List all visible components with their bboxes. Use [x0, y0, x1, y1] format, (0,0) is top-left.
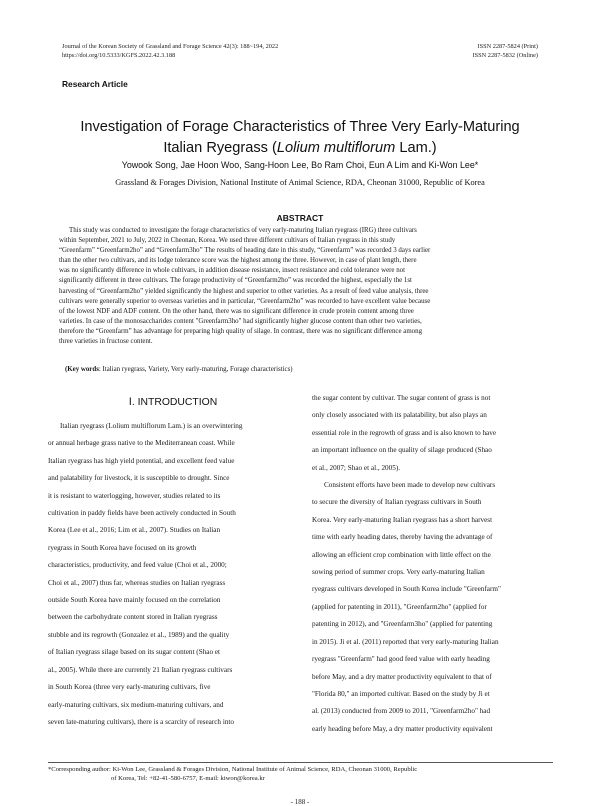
abstract-line: therefore the “Greenfarm” has advantage for preparing high quality of silage. In contrast, there was no significant difference among	[59, 327, 423, 335]
abstract-line: This study was conducted to investigate the forage characteristics of very early-maturing Italian ryegrass (IRG) three cultivars	[69, 227, 417, 234]
title-line-2-suffix: Lam.)	[395, 140, 437, 156]
right-column	[312, 390, 562, 738]
body-text-line: cultivation in paddy fields have been actively conducted in South	[48, 509, 236, 518]
abstract-line: was no significantly difference in whole cultivars, in addition disease resistance, insect resistance and cold tolerance were not	[59, 267, 406, 275]
footnote-divider	[48, 762, 553, 763]
abstract-line: cultivars were generally superior to overseas varieties and in particular, “Greenfarm2ho” was recorded to have excellent value because	[59, 297, 431, 305]
body-text-line: an important influence on the quality of silage produced (Shao	[312, 446, 492, 455]
body-text-line: outside South Korea have mainly focused on the correlation	[48, 596, 221, 605]
body-text-line: before May, and a dry matter productivity equivalent to that of	[312, 672, 492, 681]
keywords-label: (Key words	[65, 366, 99, 373]
body-text-line: Italian ryegrass (Lolium multiflorum Lam.) is an overwintering	[60, 422, 243, 430]
body-text-line: ryegrass "Greenfarm" had good feed value with early heading	[312, 655, 490, 664]
abstract-line: “Greenfarm” “Greenfarm2ho” and “Greenfarm3ho” The results of heading date in this study, “Greenfarm” was recorded 3 days earlier	[59, 247, 431, 255]
body-text-line: (applied for patenting in 2011), "Greenfarm2ho" (applied for	[312, 602, 487, 611]
title-line-2	[40, 138, 560, 159]
abstract-heading: ABSTRACT	[276, 213, 324, 223]
keywords	[65, 366, 293, 373]
body-text-line: seven late-maturing cultivars), there is a scarcity of research into	[48, 717, 234, 726]
corresponding-author-footnote	[48, 765, 553, 784]
article-type: Research Article	[62, 79, 128, 89]
body-text-line: between the carbohydrate content stored in Italian ryegrass	[48, 613, 218, 622]
body-text-line: "Florida 80," an imported cultivar. Based on the study by Ji et	[312, 689, 490, 698]
title-species-name: Lolium multiflorum	[276, 140, 396, 156]
abstract-line: varieties. In case of the monosaccharides content "Greenfarm3ho" had significantly higher glucose content than other two varieties,	[59, 317, 422, 325]
body-text-line: ryegrass in South Korea have focused on its growth	[48, 543, 197, 552]
page-number: - 188 -	[290, 798, 310, 806]
body-text-line: of Italian ryegrass silage based on its sugar content (Shao et	[48, 648, 221, 657]
footnote-line-2: of Korea, Tel: +82-41-580-6757, E-mail: kiwon@korea.kr	[111, 775, 265, 783]
journal-header-right	[473, 42, 538, 60]
body-text-line: only closely associated with its palatability, but also plays an	[312, 411, 487, 420]
abstract-line: three varieties in fructose content.	[59, 338, 153, 346]
body-text-line: and palatability for livestock, it is susceptible to drought. Since	[48, 474, 230, 483]
issn-print: ISSN 2287-5824 (Print)	[477, 43, 538, 50]
body-text-line: al., 2005). While there are currently 21 Italian ryegrass cultivars	[48, 665, 233, 674]
body-text-line: in South Korea (three very early-maturing cultivars, five	[48, 683, 211, 692]
body-text-line: early-maturing cultivars, six medium-maturing cultivars, and	[48, 700, 224, 709]
body-text-line: essential role in the regrowth of grass and is also known to have	[312, 428, 497, 437]
body-text-line: or annual herbage grass native to the Mediterranean coast. While	[48, 439, 235, 448]
body-text-line: in 2015). Ji et al. (2011) reported that very early-maturing Italian	[312, 637, 499, 646]
doi-link[interactable]: https://doi.org/10.5333/KGFS.2022.42.3.188	[62, 52, 176, 59]
right-column-text	[312, 390, 562, 738]
keywords-text: : Italian ryegrass, Variety, Very early-maturing, Forage characteristics)	[98, 366, 293, 373]
left-column-text	[48, 418, 298, 731]
journal-citation: Journal of the Korean Society of Grassland and Forage Science 42(3): 188~194, 2022	[62, 43, 279, 50]
abstract-line: than the other two cultivars, and its lodge tolerance score was the highest among the three. However, in case of plant length, there	[59, 257, 417, 265]
body-text-line: al. (2013) conducted from 2009 to 2011, "Greenfarm2ho" had	[312, 707, 491, 716]
body-text-line: Italian ryegrass has high yield potential, and excellent feed value	[48, 456, 235, 465]
abstract-line: harvesting of “Greenfarm2ho” yielded significantly the highest and superior to other varieties. As a result of feed value analysis, three	[59, 287, 429, 295]
author-list: Yowook Song, Jae Hoon Woo, Sang-Hoon Lee, Bo Ram Choi, Eun A Lim and Ki-Won Lee*	[121, 160, 479, 170]
body-text-line: it is resistant to waterlogging, however, studies related to its	[48, 491, 221, 500]
body-text-line: stubble and its regrowth (Gonzalez et al., 1989) and the quality	[48, 630, 230, 639]
affiliation: Grassland & Forages Division, National Institute of Animal Science, RDA, Cheonan 31000, Republic of Korea	[115, 178, 485, 187]
issn-online: ISSN 2287-5832 (Online)	[472, 52, 538, 59]
title-line-1: Investigation of Forage Characteristics of Three Very Early-Maturing	[80, 119, 520, 135]
journal-header-left	[62, 42, 278, 60]
title-line-2-prefix: Italian Ryegrass (	[163, 140, 277, 156]
body-text-line: ryegrass cultivars developed in South Korea include "Greenfarm"	[312, 585, 501, 594]
body-text-line: Choi et al., 2007) thus far, whereas studies on Italian ryegrass	[48, 578, 226, 587]
abstract-line: of the lowest NDF and ADF content. On the other hand, there was no significant difference in crude protein content among three	[59, 307, 414, 315]
footnote-line-1: *Corresponding author: Ki-Won Lee, Grassland & Forages Division, National Institute of Animal Science, RDA, Cheonan 31000, Republic	[48, 766, 418, 773]
body-text-line: characteristics, productivity, and feed value (Choi et al., 2000;	[48, 561, 227, 570]
abstract-line: significantly different in three cultivars. The forage productivity of “Greenfarm2ho” was recorded the highest, especially the 1st	[59, 277, 412, 285]
body-text-line: the sugar content by cultivar. The sugar content of grass is not	[312, 394, 491, 402]
abstract-line: within September, 2021 to July, 2022 in Cheonan, Korea. We used three different cultivars of Italian ryegrass in this study	[59, 237, 396, 245]
introduction-heading: Ⅰ. INTRODUCTION	[128, 397, 218, 408]
abstract-body	[59, 226, 545, 347]
paper-title	[40, 117, 560, 159]
body-text-line: Consistent efforts have been made to develop new cultivars	[324, 481, 496, 490]
left-column	[48, 390, 298, 731]
body-text-line: time with early heading dates, thereby having the advantage of	[312, 533, 493, 542]
body-text-line: to secure the diversity of Italian ryegrass cultivars in South	[312, 498, 482, 507]
body-text-line: Korea (Lee et al., 2016; Lim et al., 2007). Studies on Italian	[48, 526, 221, 535]
body-text-line: early heading before May, a dry matter productivity equivalent	[312, 724, 493, 733]
body-text-line: patenting in 2012), and "Greenfarm3ho" (applied for patenting	[312, 620, 493, 629]
body-text-line: sowing period of summer crops. Very early-maturing Italian	[312, 568, 485, 577]
body-text-line: Korea. Very early-maturing Italian ryegrass has a short harvest	[312, 515, 493, 524]
body-text-line: et al., 2007; Shao et al., 2005).	[312, 463, 401, 472]
body-text-line: allowing an efficient crop combination with little effect on the	[312, 550, 491, 559]
